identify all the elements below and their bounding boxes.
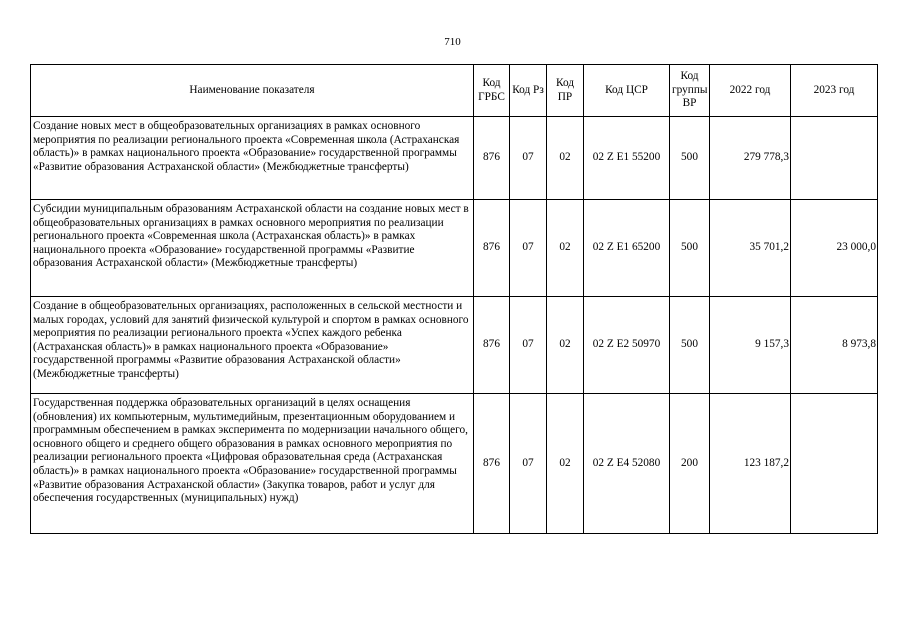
row-2023 — [791, 394, 878, 534]
row-2022: 123 187,2 — [710, 394, 791, 534]
row-csr: 02 Z E1 55200 — [584, 117, 670, 200]
row-2023: 23 000,0 — [791, 200, 878, 297]
row-pr: 02 — [547, 200, 584, 297]
row-vr: 500 — [670, 297, 710, 394]
header-2023: 2023 год — [791, 65, 878, 117]
row-rz: 07 — [510, 297, 547, 394]
budget-table — [30, 64, 878, 534]
header-2022: 2022 год — [710, 65, 791, 117]
row-grbs: 876 — [474, 117, 510, 200]
row-csr: 02 Z E1 65200 — [584, 200, 670, 297]
row-vr: 200 — [670, 394, 710, 534]
row-pr: 02 — [547, 394, 584, 534]
row-grbs: 876 — [474, 297, 510, 394]
row-2023: 8 973,8 — [791, 297, 878, 394]
header-name: Наименование показателя — [31, 65, 474, 117]
row-name: Создание в общеобразовательных организациях, расположенных в сельской местности и малых городах, условий для занятий физической культурой и спортом в рамках основного мероприятия по реализации регионального проекта «Успех каждого ребенка (Астраханская область)» в рамках национального проекта «Образование» государственной программы «Развитие образования Астраханской области» (Межбюджетные трансферты) — [31, 297, 474, 394]
table-row — [31, 117, 878, 200]
row-2023 — [791, 117, 878, 200]
table-row — [31, 297, 878, 394]
row-csr: 02 Z E2 50970 — [584, 297, 670, 394]
row-rz: 07 — [510, 394, 547, 534]
row-grbs: 876 — [474, 200, 510, 297]
row-vr: 500 — [670, 117, 710, 200]
header-vr: Код группы ВР — [670, 65, 710, 117]
page-number: 710 — [444, 36, 461, 48]
row-vr: 500 — [670, 200, 710, 297]
row-csr: 02 Z E4 52080 — [584, 394, 670, 534]
header-pr: Код ПР — [547, 65, 584, 117]
row-rz: 07 — [510, 200, 547, 297]
header-grbs: Код ГРБС — [474, 65, 510, 117]
row-2022: 9 157,3 — [710, 297, 791, 394]
row-pr: 02 — [547, 297, 584, 394]
row-2022: 279 778,3 — [710, 117, 791, 200]
table-row — [31, 200, 878, 297]
row-name: Субсидии муниципальным образованиям Астраханской области на создание новых мест в общеобразовательных организациях в рамках основного мероприятия по реализации регионального проекта «Современная школа (Астраханская область)» в рамках национального проекта «Образование» государственной программы «Развитие образования Астраханской области» (Межбюджетные трансферты) — [31, 200, 474, 297]
row-pr: 02 — [547, 117, 584, 200]
row-name: Создание новых мест в общеобразовательных организациях в рамках основного мероприятия по реализации регионального проекта «Современная школа (Астраханская область)» в рамках национального проекта «Образование» государственной программы «Развитие образования Астраханской области» (Межбюджетные трансферты) — [31, 117, 474, 200]
header-rz: Код Рз — [510, 65, 547, 117]
row-2022: 35 701,2 — [710, 200, 791, 297]
header-row — [31, 65, 878, 117]
row-rz: 07 — [510, 117, 547, 200]
row-name: Государственная поддержка образовательных организаций в целях оснащения (обновления) их компьютерным, мультимедийным, презентационным оборудованием и программным обеспечением в рамках эксперимента по модернизации начального общего, основного общего и среднего общего образования в рамках основного мероприятия по реализации регионального проекта «Цифровая образовательная среда (Астраханская область)» в рамках национального проекта «Образование» государственной программы «Развитие образования Астраханской области» (Закупка товаров, работ и услуг для обеспечения государственных (муниципальных) нужд) — [31, 394, 474, 534]
header-csr: Код ЦСР — [584, 65, 670, 117]
table-row — [31, 394, 878, 534]
row-grbs: 876 — [474, 394, 510, 534]
